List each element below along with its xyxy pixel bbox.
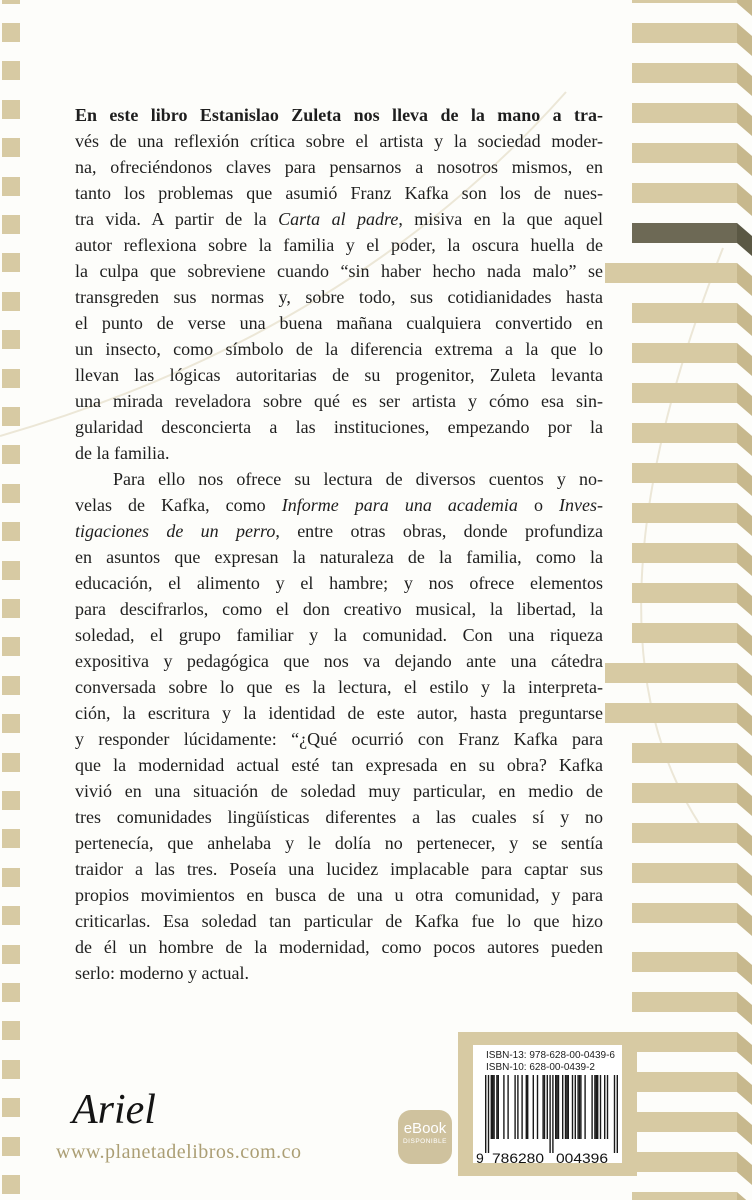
svg-text:9: 9 [476, 1150, 484, 1165]
right-stripe-fold [737, 303, 752, 336]
right-stripe [632, 863, 737, 883]
blurb-line [75, 258, 603, 284]
text-segment: para descifrarlos, como el don creativo musical, la libertad, la [75, 599, 603, 619]
right-stripe-fold [737, 503, 752, 536]
blurb-line [75, 232, 603, 258]
text-segment: gularidad desconcierta a las instituciones, empezando por la [75, 417, 603, 437]
right-stripe-fold [737, 543, 752, 576]
blurb-line [75, 882, 603, 908]
isbn10-text: ISBN-10: 628-00-0439-2 [486, 1061, 595, 1073]
text-segment: autor reflexiona sobre la familia y el poder, la oscura huella de [75, 235, 603, 255]
blurb-line [75, 414, 603, 440]
ebook-badge [398, 1110, 452, 1164]
blurb-line [75, 154, 603, 180]
right-stripe [632, 343, 737, 363]
text-segment: vivió en una situación de soledad muy particular, en medio de [75, 781, 603, 801]
blurb-line [75, 856, 603, 882]
text-segment: conversada sobre lo que es la lectura, el estilo y la interpreta- [75, 677, 603, 697]
isbn13-text: ISBN-13: 978-628-00-0439-6 [486, 1050, 615, 1061]
right-stripe [632, 143, 737, 163]
text-segment: en asuntos que expresan la naturaleza de la familia, como la [75, 547, 603, 567]
text-segment: de la familia. [75, 443, 170, 463]
blurb-line [75, 648, 603, 674]
right-stripe [632, 992, 737, 1012]
text-segment: un insecto, como símbolo de la diferencia extrema a la que lo [75, 339, 603, 359]
text-segment: transgreden sus normas y, sobre todo, sus cotidianidades hasta [75, 287, 603, 307]
ebook-badge-title: eBook [403, 1120, 447, 1137]
blurb-line [75, 960, 603, 986]
right-stripe-fold [737, 1072, 752, 1105]
text-segment: educación, el alimento y el hambre; y nos ofrece elementos [75, 573, 603, 593]
text-segment: Para ello nos ofrece su lectura de diversos cuentos y no- [113, 469, 603, 489]
barcode-label [473, 1045, 622, 1163]
right-stripe-fold [737, 1192, 752, 1200]
text-segment: una mirada reveladora sobre qué es ser artista y cómo esa sin- [75, 391, 603, 411]
text-segment: Carta al padre [278, 209, 399, 229]
blurb-line [75, 284, 603, 310]
text-segment: velas de Kafka, como [75, 495, 282, 515]
right-stripe [632, 103, 737, 123]
right-stripe [632, 223, 737, 243]
blurb-line [75, 934, 603, 960]
right-stripe [632, 0, 737, 3]
right-stripe [632, 543, 737, 563]
blurb-line [75, 726, 603, 752]
blurb-line [75, 700, 603, 726]
text-segment: tanto los problemas que asumió Franz Kafka son los de nues- [75, 183, 603, 203]
right-stripe [605, 663, 737, 683]
right-stripe [605, 263, 737, 283]
blurb-line [75, 180, 603, 206]
right-stripe-fold [737, 823, 752, 856]
text-segment: , misiva en la que aquel [398, 209, 604, 229]
right-stripe-fold [737, 863, 752, 896]
blurb-line [75, 466, 603, 492]
right-stripe-fold [737, 0, 752, 16]
text-segment: , entre otras obras, donde profundiza [275, 521, 603, 541]
right-stripe-fold [737, 23, 752, 56]
right-stripe-fold [737, 1032, 752, 1065]
right-stripe [632, 503, 737, 523]
text-segment: propios movimientos en busca de una u otra comunidad, y para [75, 885, 603, 905]
text-segment: y responder lúcidamente: “¿Qué ocurrió con Franz Kafka para [75, 729, 603, 749]
right-stripe [632, 303, 737, 323]
text-segment: que la modernidad actual esté tan expresada en su obra? Kafka [75, 755, 603, 775]
right-stripe [632, 1152, 737, 1172]
svg-text:786280: 786280 [492, 1150, 545, 1165]
blurb-line [75, 206, 603, 232]
blurb-line [75, 570, 603, 596]
right-stripe-fold [737, 63, 752, 96]
right-stripe [632, 1112, 737, 1132]
right-stripe-fold [737, 992, 752, 1025]
blurb-line [75, 752, 603, 778]
text-segment: Inves- [559, 495, 603, 515]
blurb-line [75, 388, 603, 414]
right-stripe-fold [737, 343, 752, 376]
right-stripe-fold [737, 663, 752, 696]
blurb-line [75, 440, 603, 466]
right-stripe-fold [737, 103, 752, 136]
right-stripe-fold [737, 423, 752, 456]
right-stripe [632, 23, 737, 43]
text-segment: serlo: moderno y actual. [75, 963, 249, 983]
blurb-line [75, 362, 603, 388]
right-stripe [632, 63, 737, 83]
back-cover-text [75, 102, 603, 986]
blurb-line [75, 778, 603, 804]
blurb-line [75, 492, 603, 518]
text-segment: soledad, el grupo familiar y la comunidad. Con una riqueza [75, 625, 603, 645]
blurb-line [75, 804, 603, 830]
right-stripe [632, 823, 737, 843]
text-segment: pertenecía, que anhelaba y le dolía no pertenecer, y se sentía [75, 833, 603, 853]
text-segment: o [517, 495, 560, 515]
text-segment: ción, la escritura y la identidad de este autor, hasta preguntarse [75, 703, 603, 723]
blurb-line [75, 622, 603, 648]
text-segment: expositiva y pedagógica que nos va dejando ante una cátedra [75, 651, 603, 671]
right-stripe-fold [737, 463, 752, 496]
blurb-line [75, 830, 603, 856]
blurb-line [75, 674, 603, 700]
text-segment: de él un hombre de la modernidad, como pocos autores pueden [75, 937, 603, 957]
right-stripe [632, 952, 737, 972]
text-segment: llevan las lógicas autoritarias de su progenitor, Zuleta levanta [75, 365, 603, 385]
text-segment: el punto de verse una buena mañana cualquiera convertido en [75, 313, 603, 333]
right-stripe-fold [737, 1112, 752, 1145]
text-segment: vés de una reflexión crítica sobre el artista y la sociedad moder- [75, 131, 603, 151]
svg-text:004396: 004396 [556, 1150, 609, 1165]
right-stripe-fold [737, 383, 752, 416]
text-segment: na, ofreciéndonos claves para pensarnos a nosotros mismos, en [75, 157, 603, 177]
right-stripe-fold [737, 183, 752, 216]
blurb-line [75, 544, 603, 570]
right-stripe [632, 1072, 737, 1092]
blurb-line [75, 310, 603, 336]
right-stripe [632, 623, 737, 643]
text-segment: tres comunidades lingüísticas diferentes a las cuales sí y no [75, 807, 603, 827]
text-segment: la culpa que sobreviene cuando “sin haber hecho nada malo” se [75, 261, 603, 281]
text-segment: tra vida. A partir de la [75, 209, 279, 229]
blurb-line [75, 336, 603, 362]
right-stripe-fold [737, 952, 752, 985]
right-stripe [632, 383, 737, 403]
right-stripe-fold [737, 903, 752, 936]
text-segment: traidor a las tres. Poseía una lucidez implacable para captar sus [75, 859, 603, 879]
blurb-line [75, 908, 603, 934]
right-stripe [632, 463, 737, 483]
publisher-logo: Ariel [72, 1087, 156, 1133]
right-stripe-fold [737, 703, 752, 736]
right-stripe [605, 703, 737, 723]
blurb-line [75, 596, 603, 622]
barcode-frame [458, 1032, 637, 1176]
right-stripe-fold [737, 743, 752, 776]
ebook-badge-subtitle: DISPONIBLE [402, 1138, 447, 1145]
right-stripe-fold [737, 583, 752, 616]
right-stripe [632, 743, 737, 763]
right-stripe-fold [737, 1152, 752, 1185]
text-segment: criticarlas. Esa soledad tan particular de Kafka fue lo que hizo [75, 911, 603, 931]
right-stripe [632, 783, 737, 803]
right-stripe-fold [737, 783, 752, 816]
ean13-barcode [476, 1075, 618, 1165]
right-stripe-fold [737, 143, 752, 176]
right-stripe [632, 903, 737, 923]
right-stripe-fold [737, 623, 752, 656]
text-segment: tigaciones de un perro [75, 521, 276, 541]
blurb-line [75, 102, 603, 128]
blurb-line [75, 128, 603, 154]
right-stripe [632, 183, 737, 203]
right-stripe-fold [737, 263, 752, 296]
right-stripe [632, 1192, 737, 1200]
right-stripe [632, 1032, 737, 1052]
text-segment: En este libro Estanislao Zuleta nos lleva de la mano a tra- [75, 105, 603, 125]
publisher-website: www.planetadelibros.com.co [56, 1141, 302, 1163]
text-segment: Informe para una academia [281, 495, 518, 515]
right-stripe [632, 583, 737, 603]
right-stripe-fold [737, 223, 752, 256]
right-stripe [632, 423, 737, 443]
blurb-line [75, 518, 603, 544]
